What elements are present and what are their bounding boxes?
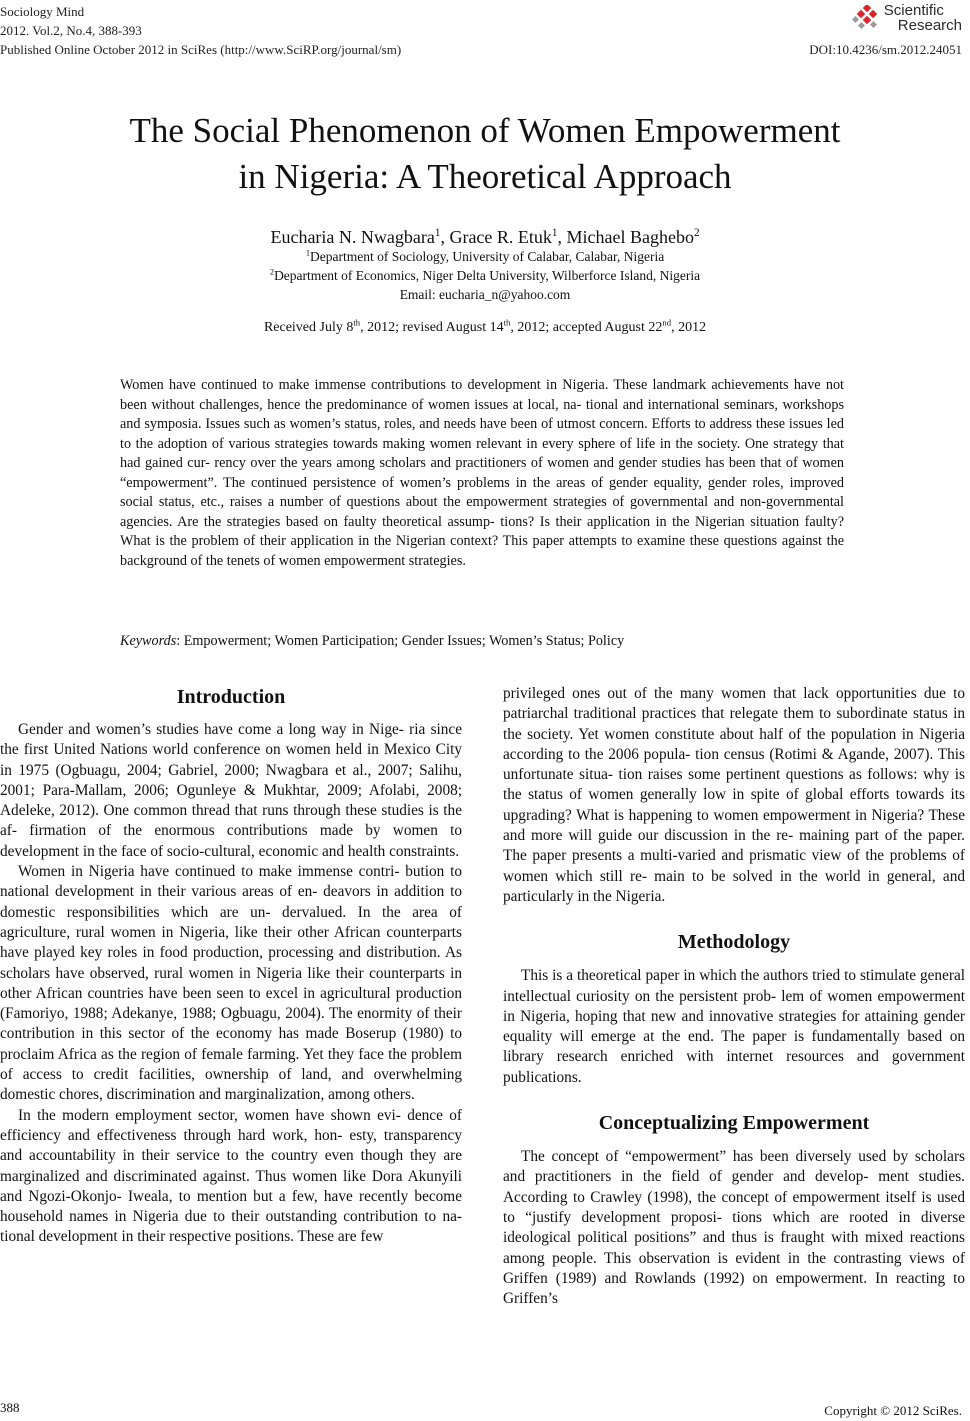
affiliation-mark: 1 bbox=[305, 248, 310, 258]
page-number: 388 bbox=[0, 1400, 20, 1415]
affiliation-text: Department of Sociology, University of Calabar, Calabar, Nigeria bbox=[310, 249, 665, 264]
author-affiliation-mark: 1 bbox=[434, 227, 441, 239]
author-name: Eucharia N. Nwagbara bbox=[270, 227, 435, 247]
title-line: The Social Phenomenon of Women Empowerment bbox=[129, 111, 841, 150]
paper-title bbox=[0, 108, 970, 200]
logo-text-line2: Research bbox=[897, 17, 962, 34]
body-paragraph: The concept of “empowerment” has been diversely used by scholars and practitioners in the field of gender and develop- ment studies. According to Crawley (1998), the concept of empowerment itself is used to “justify development proposi- tions which are rooted in diverse ideological political positions” and thus is fraught with mixed reactions among people. This observation is evident in the contrasting views of Griffen (1989) and Rowlands (1992) on empowerment. In reacting to Griffen’s bbox=[503, 1148, 965, 1308]
revised-date: , 2012; revised August 14 bbox=[360, 320, 504, 335]
abstract bbox=[120, 376, 844, 571]
logo-mark-icon bbox=[851, 5, 881, 31]
journal-name: Sociology Mind bbox=[0, 4, 85, 19]
affiliation-1 bbox=[0, 248, 970, 266]
body-paragraph: Gender and women’s studies have come a long way in Nige- ria since the first United Nations world conference on women held in Mexico City in 1975 (Ogbuagu, 2004; Gabriel, 2000; Nwagbara et al., 2007; Salihu, 2001; Para-Mallam, 2006; Ogunleye & Mukhtar, 2009; Afolabi, 2008; Adeleke, 2012). One common thread that runs through these studies is the af- firmation of the enormous contributions made by women to development in the face of socio-cultural, economic and health constraints. bbox=[0, 721, 462, 860]
body-paragraph: Women in Nigeria have continued to make immense contri- bution to national development in their various areas of en- deavors in addition to domestic responsibilities which are un- dervalued. In the area of agriculture, rural women in Nigeria, like their other African counterparts have played key roles in food production, processing and distribution. As scholars have observed, rural women in Nigeria like their counterparts in other African countries have been seen to excel in agricultural production (Famoriyo, 1988; Adekanye, 1988; Ogbuagu, 2004). The enormity of their contribution in this sector of the economy has made Boserup (1980) to proclaim Africa as the region of female farming. Yet they face the problem of access to credit facilities, ownership of land, and overwhelming domestic chores, discrimination and marginalization, among others. bbox=[0, 863, 462, 1104]
author-name: Grace R. Etuk bbox=[449, 227, 552, 247]
affiliation-text: Department of Economics, Niger Delta University, Wilberforce Island, Nigeria bbox=[274, 268, 701, 283]
section-heading-conceptualizing-empowerment: Conceptualizing Empowerment bbox=[598, 1112, 870, 1135]
title-line: in Nigeria: A Theoretical Approach bbox=[238, 157, 732, 196]
keywords-list: : Empowerment; Women Participation; Gender Issues; Women’s Status; Policy bbox=[176, 633, 625, 649]
affiliation-mark: 2 bbox=[269, 267, 275, 277]
body-paragraph-continued: privileged ones out of the many women that lack opportunities due to patriarchal traditional practices that relegate them to subordinate status in the society. Yet women constitute about half of the population in Nigeria according to the 2006 popula- tion census (Rotimi & Agande, 2007). This unfortunate situa- tion raises some pertinent questions as follows: why is the status of women generally low in spite of global efforts towards its upgrading? What is happening to women empowerment in Nigeria? These and more will guide our discussion in the re- maining part of the paper. The paper presents a multi-varied and prismatic view of the problems of women which still re- main to be solved in the world in general, and particularly in the Nigeria. bbox=[503, 685, 965, 905]
running-header bbox=[0, 2, 401, 59]
accepted-date: , 2012; accepted August 22 bbox=[510, 320, 663, 335]
body-paragraph: This is a theoretical paper in which the authors tried to stimulate general intellectual curiosity on the persistent prob- lem of women empowerment in Nigeria, hoping that new and innovative strategies for attaining gender equality will emerge at the end. The paper is fundamentally based on library research enriched with internet resources and government publications. bbox=[503, 967, 965, 1086]
date-year: , 2012 bbox=[671, 320, 707, 335]
doi: DOI:10.4236/sm.2012.24051 bbox=[809, 42, 962, 57]
right-column bbox=[503, 684, 965, 1309]
keywords-label: Keywords bbox=[120, 633, 177, 649]
body-paragraph: In the modern employment sector, women have shown evi- dence of efficiency and effectiveness through hard work, hon- esty, transparency and accountability in their service to the country even though they are marginalized and discriminated against. Thus women like Dora Akunyili and Ngozi-Okonjo- Iweala, to mention but a few, have recently become household names in Nigeria due to their outstanding contribution to na- tional development in their respective positions. These are few bbox=[0, 1106, 462, 1246]
affiliation-2 bbox=[0, 267, 970, 285]
scientific-research-logo bbox=[851, 3, 962, 33]
author-email: Email: eucharia_n@yahoo.com bbox=[399, 287, 571, 302]
author-list: Eucharia N. Nwagbara$^1$, Grace R. Etuk$^1$, Michael Baghebo$^2$ bbox=[270, 227, 700, 247]
section-heading-introduction: Introduction bbox=[176, 686, 286, 708]
ordinal-suffix: nd bbox=[662, 317, 672, 328]
author-affiliation-mark: 2 bbox=[693, 227, 700, 239]
abstract-text: Women have continued to make immense contributions to development in Nigeria. These landmark achievements have not been without challenges, hence the predominance of women issues at local, na- tional and international seminars, workshops and symposia. Issues such as women’s status, roles, and needs have been of utmost concern. Efforts to address these issues led to the adoption of various strategies towards making women relevant in every sphere of life in the society. One strategy that had gained cur- rency over the years among scholars and practitioners of women and gender studies has been that of women “empowerment”. The continued persistence of women’s problems in the areas of gender equality, gender roles, improved social status, etc., raises a number of questions about the empowerment strategies of governmental and non-governmental agencies. Are the strategies based on faulty theoretical assump- tions? Is their application in the Nigerian situation faulty? What is the problem of their application in the Nigerian context? This paper attempts to examine these questions against the background of the tenets of women empowerment strategies. bbox=[120, 377, 844, 569]
logo-text-line1: Scientific bbox=[883, 2, 944, 19]
volume-info: 2012. Vol.2, No.4, 388-393 bbox=[0, 23, 142, 38]
received-date: Received July 8 bbox=[263, 320, 354, 335]
keywords bbox=[120, 632, 844, 651]
left-column bbox=[0, 684, 462, 1248]
ordinal-suffix: th bbox=[503, 317, 511, 328]
author-affiliation-mark: 1 bbox=[551, 227, 558, 239]
publication-info: Published Online October 2012 in SciRes (http://www.SciRP.org/journal/sm) bbox=[0, 42, 402, 57]
copyright-notice: Copyright © 2012 SciRes. bbox=[824, 1403, 962, 1418]
author-name: Michael Baghebo bbox=[566, 227, 694, 247]
section-heading-methodology: Methodology bbox=[677, 931, 791, 954]
received-dates bbox=[0, 317, 970, 336]
ordinal-suffix: th bbox=[353, 317, 361, 328]
